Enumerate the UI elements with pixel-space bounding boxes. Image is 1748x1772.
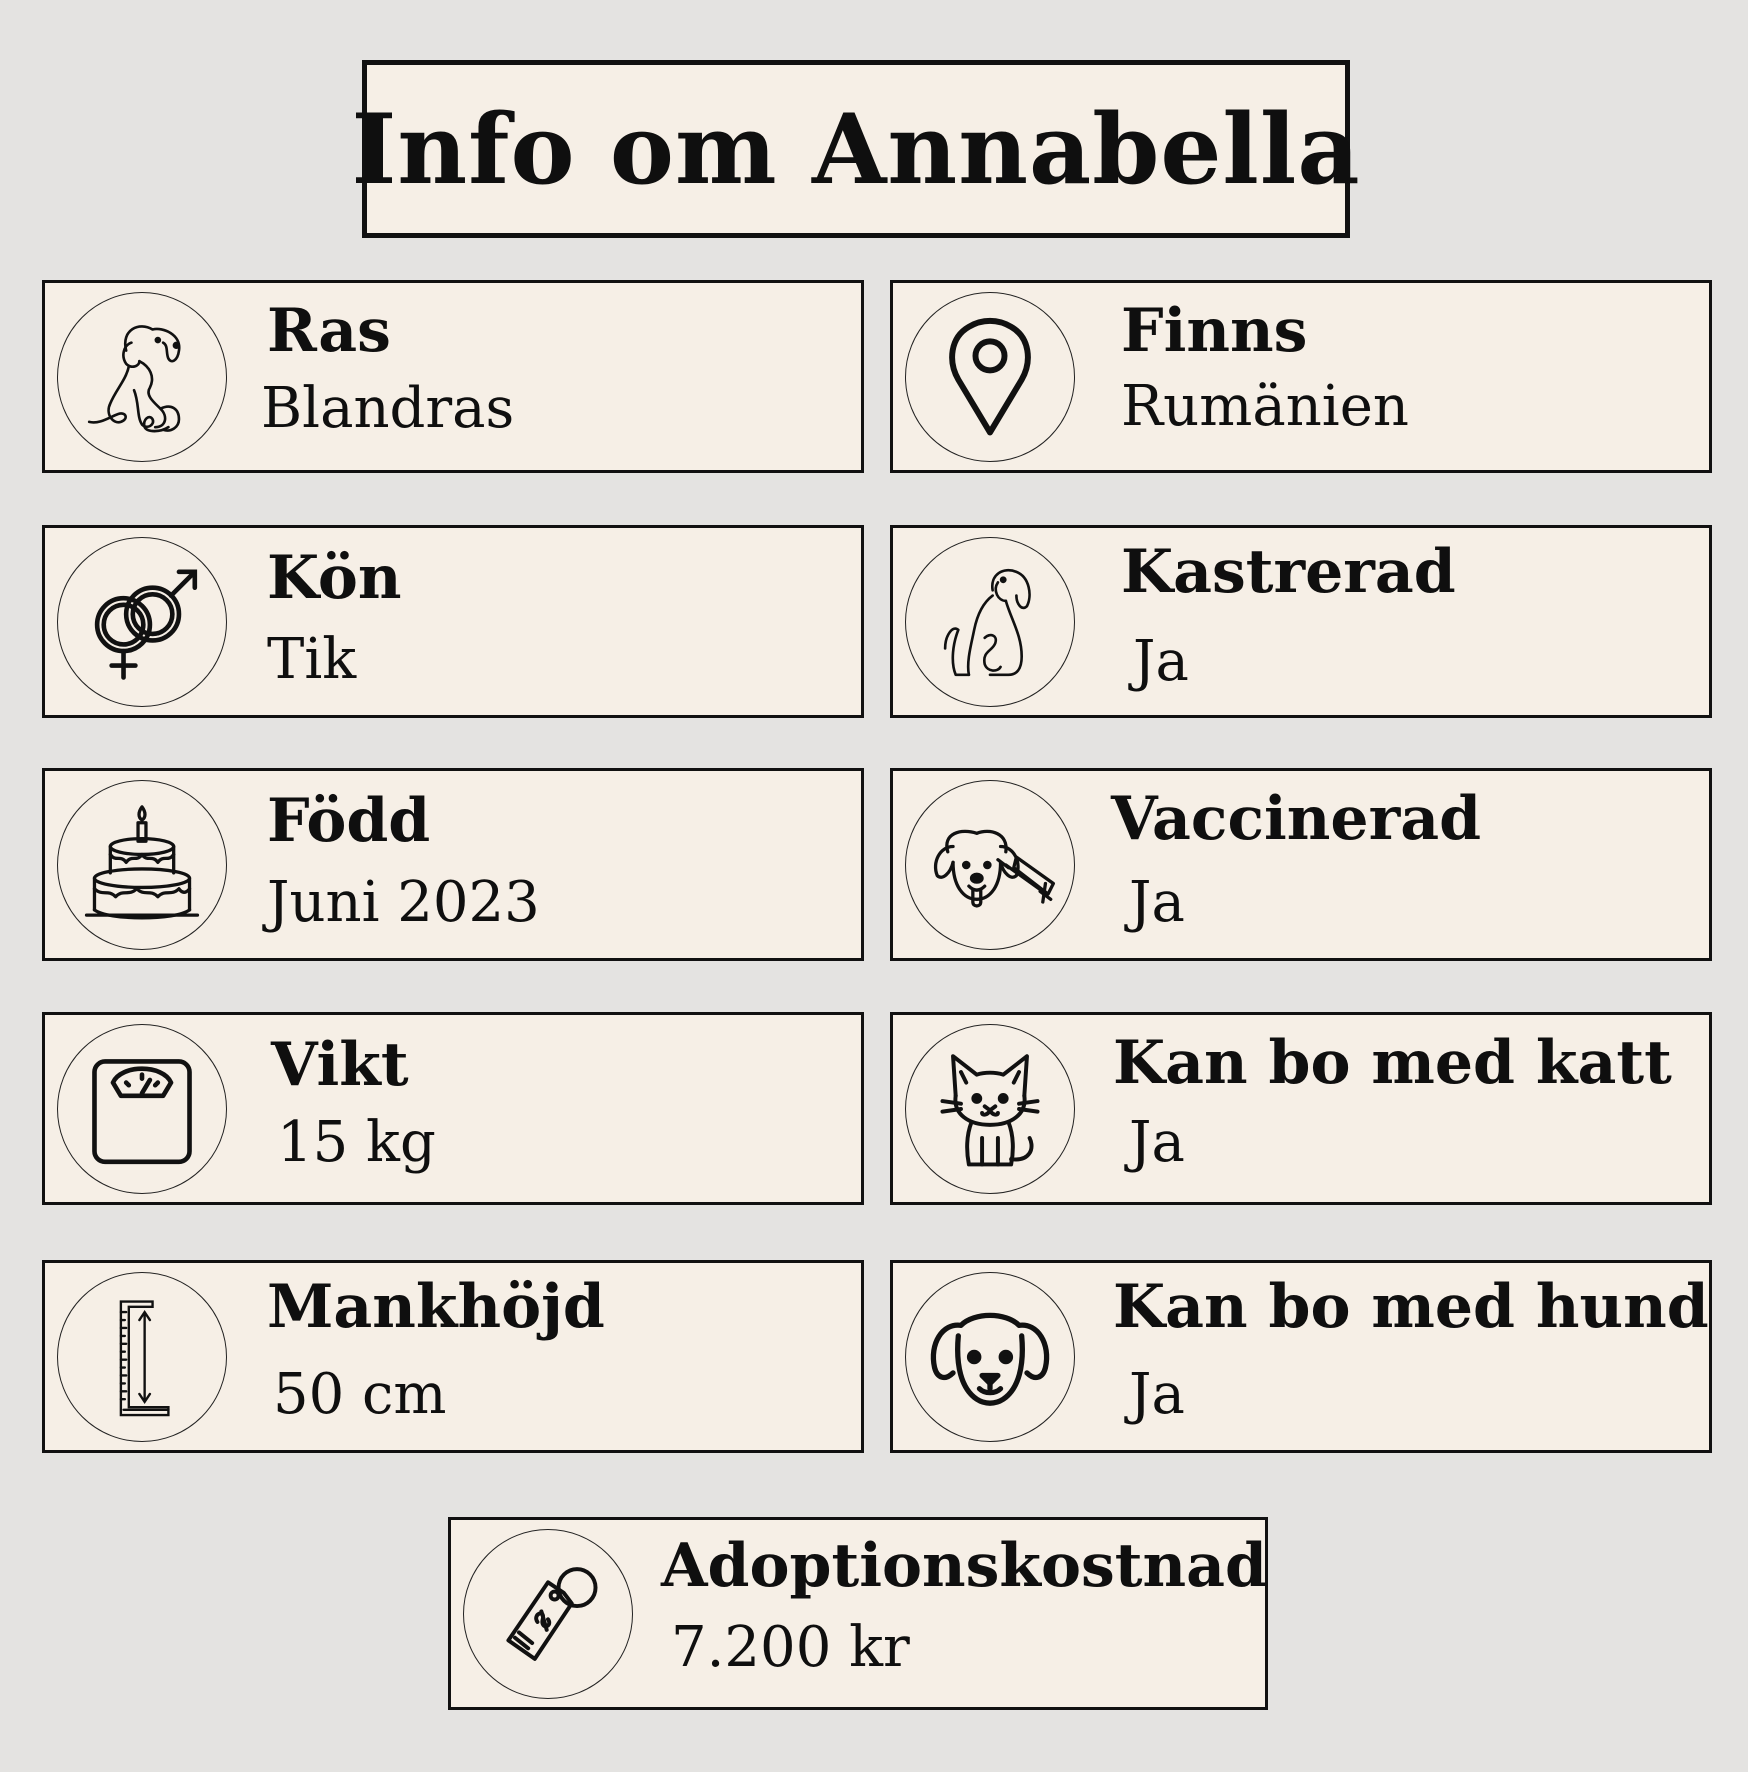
card-value: Rumänien [1121,374,1409,439]
card-label: Kastrerad [1121,537,1456,607]
card-value: Ja [1129,1362,1185,1427]
info-card-fodd [42,768,864,961]
info-card-vaccinerad [890,768,1712,961]
card-value: Ja [1133,629,1189,694]
info-card-katt [890,1012,1712,1205]
page-title: Info om Annabella [351,92,1361,206]
scale-icon [57,1024,227,1194]
location-pin-icon [905,292,1075,462]
card-label: Kön [267,543,402,613]
info-card-kon [42,525,864,718]
card-label: Adoptionskostnad [661,1531,1267,1601]
info-card-finns [890,280,1712,473]
card-label: Kan bo med katt [1113,1028,1672,1098]
dog-face-icon [905,1272,1075,1442]
card-label: Vaccinerad [1111,784,1482,854]
info-card-ras [42,280,864,473]
card-label: Mankhöjd [267,1272,605,1342]
dog-line-art-icon [57,292,227,462]
card-label: Finns [1121,296,1308,366]
card-label: Född [267,786,431,856]
info-card-mankhojd [42,1260,864,1453]
card-label: Kan bo med hund [1113,1272,1709,1342]
card-value: Blandras [261,376,515,441]
card-value: Ja [1129,1110,1185,1175]
info-card-adoptionskostnad [448,1517,1268,1710]
card-value: 7.200 kr [671,1615,910,1680]
info-card-hund [890,1260,1712,1453]
gender-symbols-icon [57,537,227,707]
card-label: Vikt [271,1030,409,1100]
card-value: Juni 2023 [267,870,540,935]
price-tag-icon [463,1529,633,1699]
card-label: Ras [267,296,391,366]
cat-icon [905,1024,1075,1194]
card-value: 15 kg [277,1110,436,1175]
info-card-kastrerad [890,525,1712,718]
card-value: Ja [1129,870,1185,935]
title-box [351,60,1361,238]
info-card-vikt [42,1012,864,1205]
birthday-cake-icon [57,780,227,950]
sitting-dog-icon [905,537,1075,707]
height-ruler-icon [57,1272,227,1442]
card-value: Tik [267,627,357,692]
dog-syringe-icon [905,780,1075,950]
card-value: 50 cm [273,1362,447,1427]
